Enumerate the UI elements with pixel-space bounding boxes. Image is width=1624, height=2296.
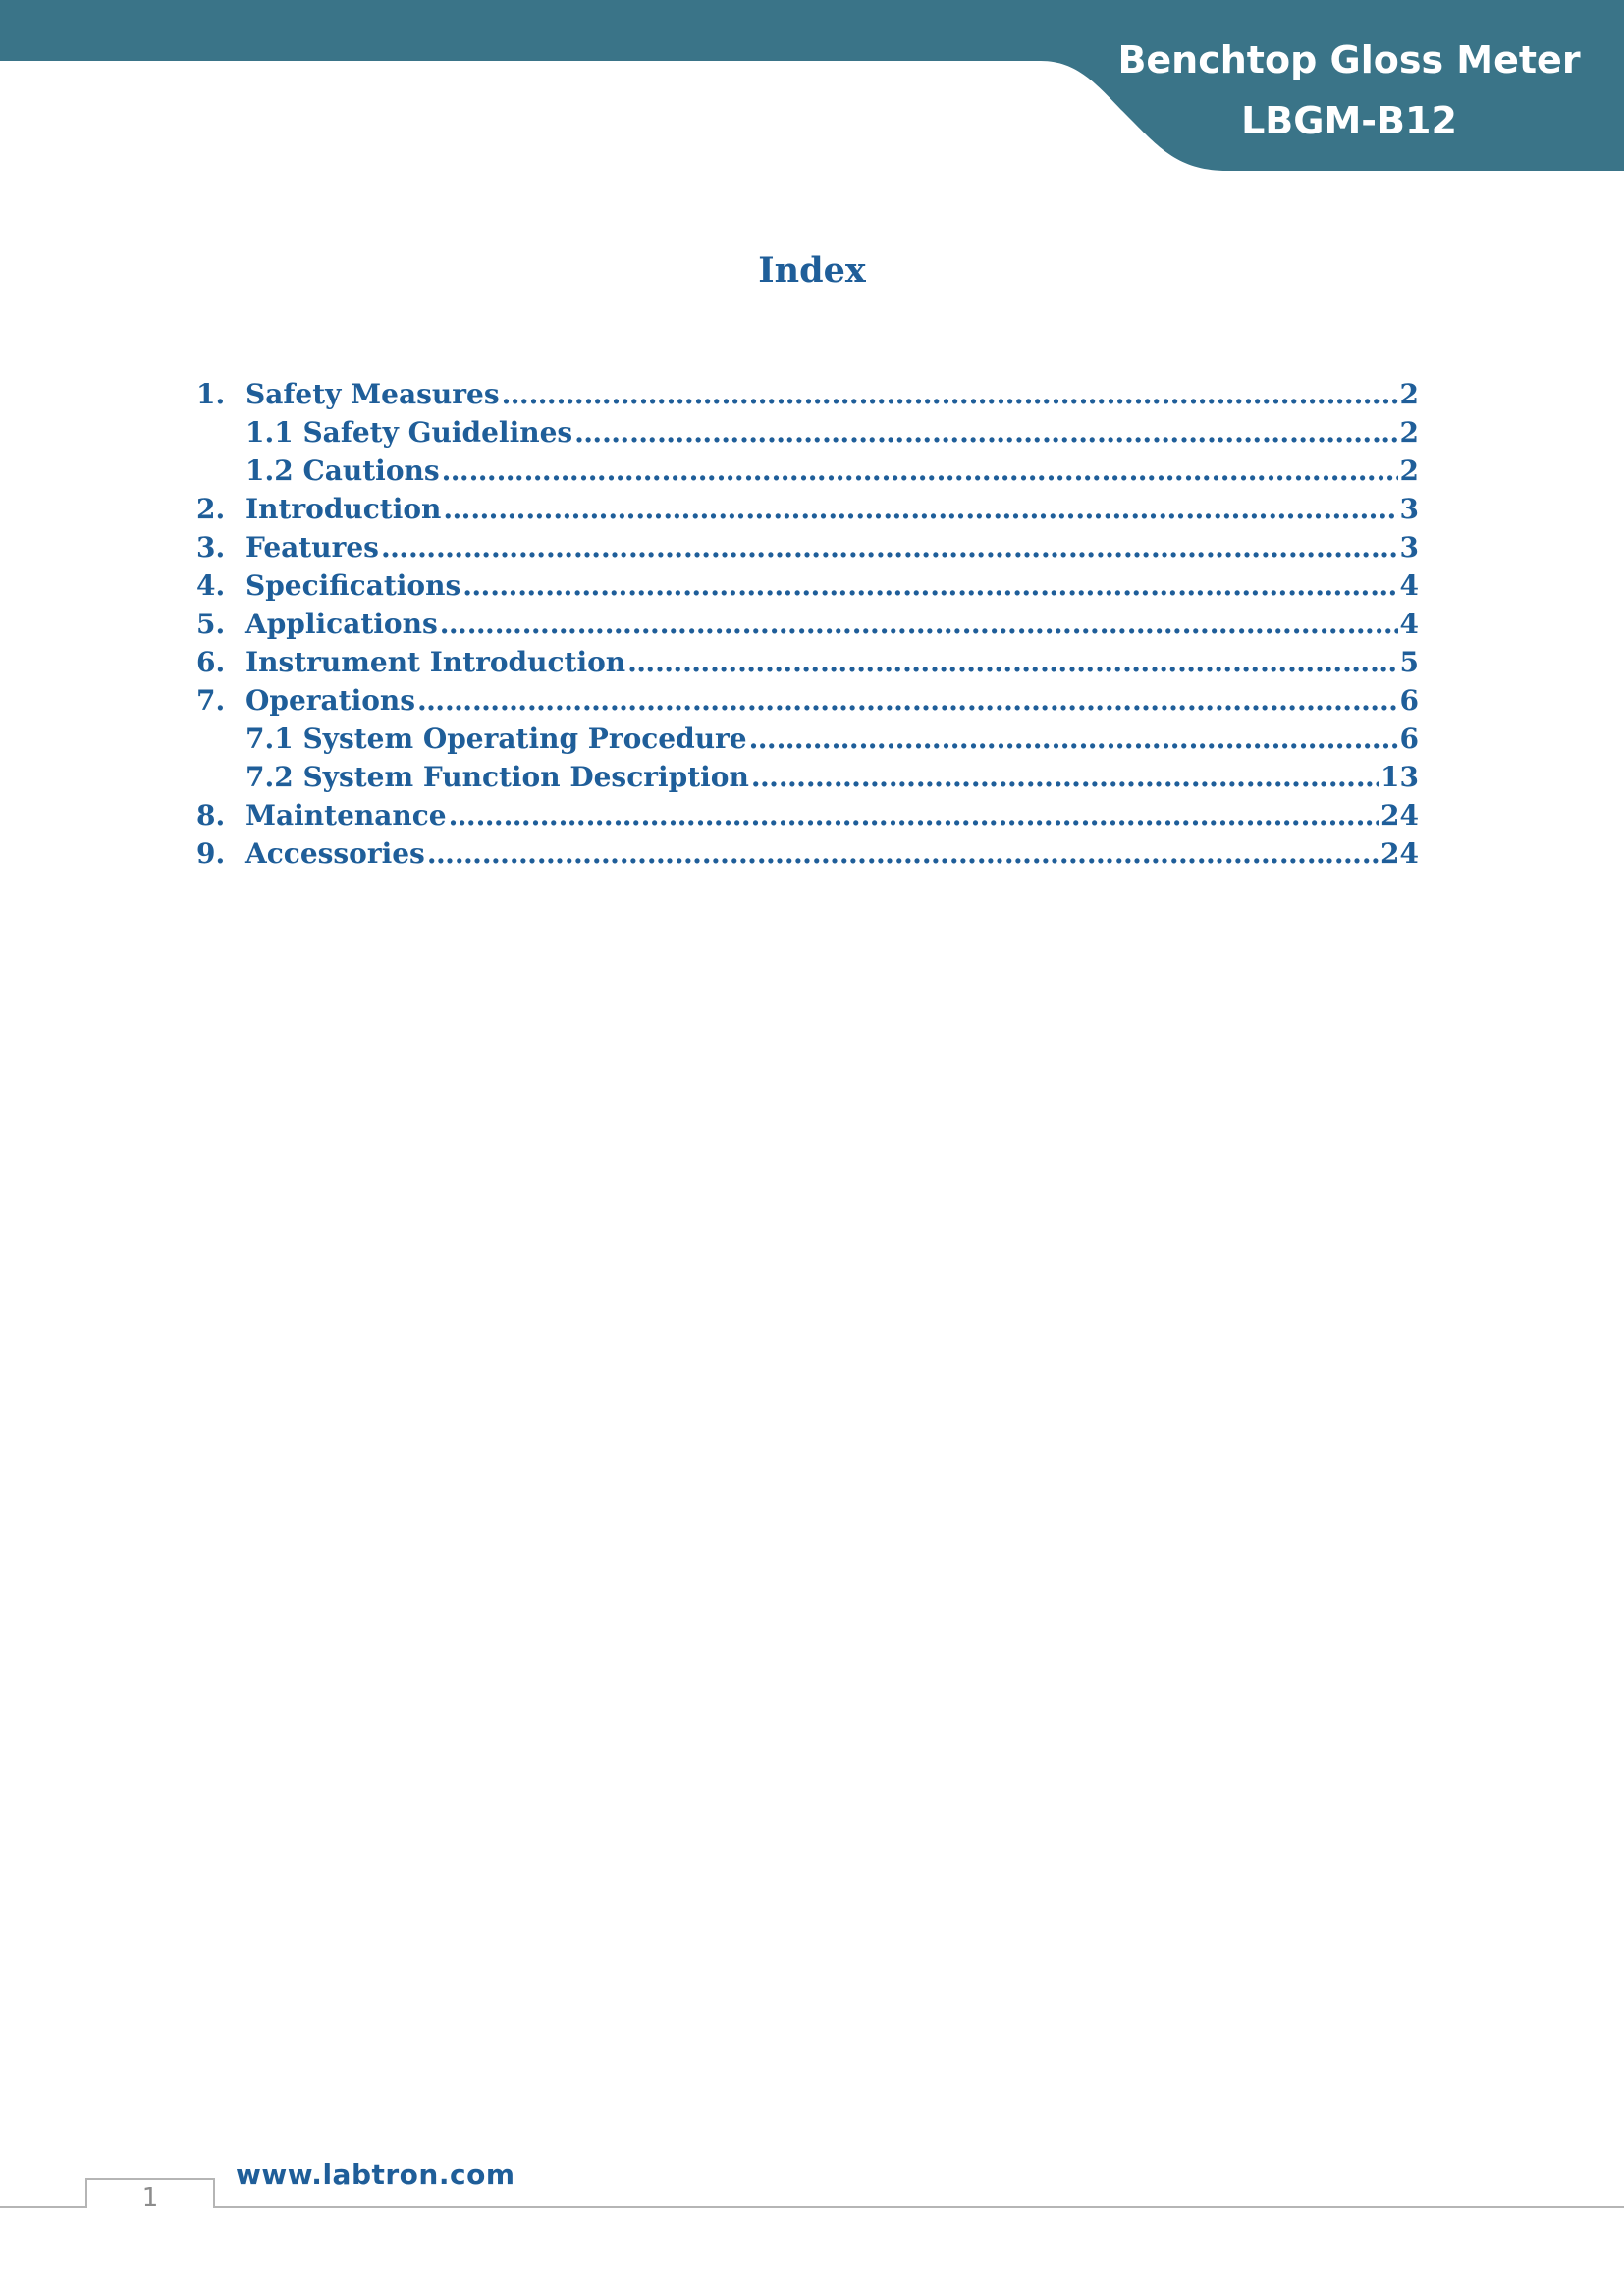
toc-entry-label: Safety Measures (245, 378, 500, 410)
page-number: 1 (141, 2183, 159, 2213)
toc-dot-leader (443, 490, 1397, 528)
toc-entry-page: 13 (1380, 761, 1419, 793)
toc-dot-leader (417, 681, 1397, 720)
toc-entry-number: 6. (196, 646, 226, 678)
toc-entry-page: 24 (1380, 837, 1419, 870)
toc-entry-number: 7. (196, 684, 226, 717)
toc-entry-number: 9. (196, 837, 226, 870)
toc-entry-label: Maintenance (245, 799, 447, 831)
toc-dot-leader (442, 452, 1398, 490)
toc-entry-page: 3 (1399, 531, 1419, 563)
toc-dot-leader (574, 413, 1397, 452)
toc-entry-page: 6 (1399, 684, 1419, 717)
toc-entry-label: Applications (245, 608, 438, 640)
toc-entry-label: 7.1 System Operating Procedure (245, 722, 747, 755)
toc-entry[interactable] (196, 452, 1419, 490)
toc-entry[interactable] (196, 375, 1419, 413)
toc-entry[interactable] (196, 681, 1419, 720)
toc-entry[interactable] (196, 720, 1419, 758)
toc-entry-page: 2 (1399, 378, 1419, 410)
toc-entry-number: 4. (196, 569, 226, 602)
toc-dot-leader (381, 528, 1398, 566)
toc-entry[interactable] (196, 528, 1419, 566)
toc-dot-leader (449, 796, 1379, 834)
product-name: Benchtop Gloss Meter (1117, 38, 1581, 81)
toc-dot-leader (627, 643, 1397, 681)
toc-dot-leader (462, 566, 1397, 605)
toc-entry-number: 1. (196, 378, 226, 410)
toc-entry-label: Features (245, 531, 379, 563)
toc-entry-page: 2 (1399, 454, 1419, 487)
toc-entry-number: 5. (196, 608, 226, 640)
toc-entry-page: 4 (1399, 569, 1419, 602)
toc-entry-number: 2. (196, 493, 226, 525)
toc-dot-leader (502, 375, 1398, 413)
toc-entry[interactable] (196, 605, 1419, 643)
index-heading: Index (758, 250, 866, 291)
toc-entry-page: 4 (1399, 608, 1419, 640)
toc-dot-leader (751, 758, 1379, 796)
toc-entry[interactable] (196, 566, 1419, 605)
toc-dot-leader (440, 605, 1398, 643)
toc-entry-label: 1.2 Cautions (245, 454, 440, 487)
toc-entry-page: 6 (1399, 722, 1419, 755)
toc-entry-number: 8. (196, 799, 226, 831)
toc-entry-label: Accessories (245, 837, 425, 870)
toc-entry[interactable] (196, 758, 1419, 796)
toc-entry-label: 7.2 System Function Description (245, 761, 749, 793)
document-title (1113, 29, 1585, 151)
toc-entry[interactable] (196, 413, 1419, 452)
toc-entry[interactable] (196, 643, 1419, 681)
toc-entry-label: Instrument Introduction (245, 646, 626, 678)
table-of-contents (196, 375, 1419, 873)
toc-entry-label: Introduction (245, 493, 442, 525)
toc-dot-leader (749, 720, 1398, 758)
website-link[interactable]: www.labtron.com (236, 2159, 515, 2191)
toc-entry[interactable] (196, 796, 1419, 834)
toc-entry[interactable] (196, 834, 1419, 873)
toc-entry-page: 24 (1380, 799, 1419, 831)
toc-entry-label: Operations (245, 684, 416, 717)
toc-entry-page: 3 (1399, 493, 1419, 525)
model-number: LBGM-B12 (1241, 99, 1457, 142)
toc-entry-label: 1.1 Safety Guidelines (245, 416, 573, 449)
toc-entry[interactable] (196, 490, 1419, 528)
toc-entry-label: Specifications (245, 569, 461, 602)
toc-entry-page: 5 (1399, 646, 1419, 678)
toc-entry-page: 2 (1399, 416, 1419, 449)
toc-dot-leader (427, 834, 1379, 873)
toc-entry-number: 3. (196, 531, 226, 563)
